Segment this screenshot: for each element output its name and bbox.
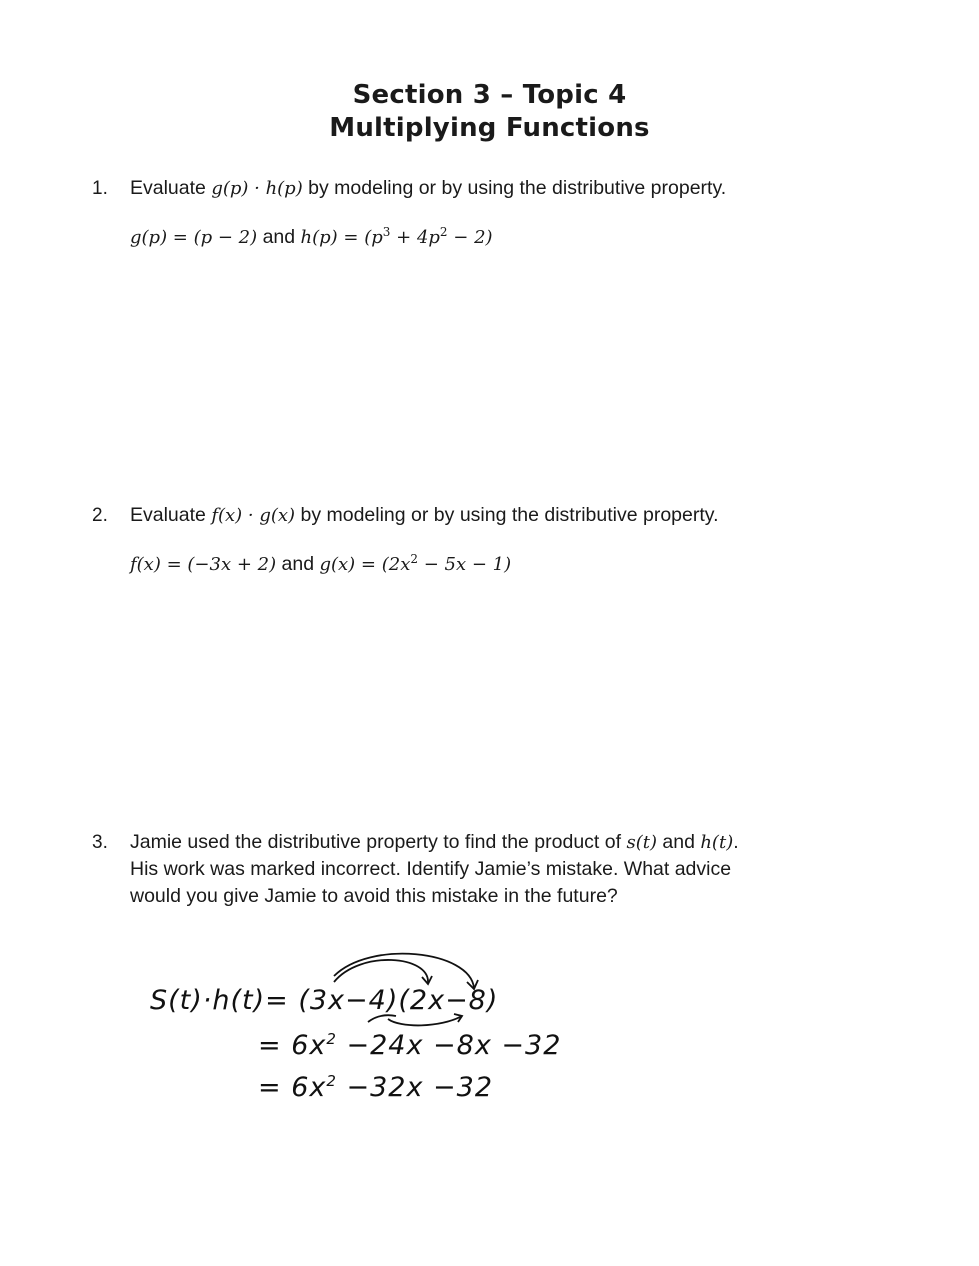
question-1-expression: g(p) · h(p): [211, 178, 303, 199]
question-3-number: 3.: [92, 832, 108, 853]
question-2-text-after: by modeling or by using the distributive property.: [295, 504, 719, 526]
question-3-line-2: His work was marked incorrect. Identify Jamie’s mistake. What advice: [130, 858, 732, 880]
handwritten-line-2-exponent: 2: [326, 1030, 337, 1048]
page-title-line1: Section 3 – Topic 4: [352, 80, 627, 110]
question-2-given-and: and: [276, 553, 320, 575]
question-1-text-before: Evaluate: [130, 177, 212, 199]
question-1-exponent-2: 2: [439, 225, 448, 239]
question-2-number: 2.: [92, 505, 108, 526]
question-1-given-right-a: h(p) = (p: [300, 227, 383, 248]
question-3-expression-h: h(t): [700, 832, 734, 853]
arrow-bottom-inner: [388, 1016, 462, 1025]
question-2-text-before: Evaluate: [130, 504, 212, 526]
handwritten-line-2-b: −24x −8x −32: [336, 1030, 562, 1061]
handwritten-line-3-exponent: 2: [326, 1072, 337, 1090]
handwritten-line-3-a: = 6x: [258, 1072, 327, 1103]
handwritten-line-3: [258, 1072, 493, 1103]
question-3-expression-s: s(t): [626, 832, 657, 853]
question-1-given-right-b: + 4p: [390, 227, 440, 248]
page-title-line2: Multiplying Functions: [329, 113, 650, 143]
handwritten-line-2-a: = 6x: [258, 1030, 327, 1061]
question-2-given-left: f(x) = (−3x + 2): [130, 554, 277, 575]
question-2-expression: f(x) · g(x): [211, 505, 296, 526]
question-3-and: and: [656, 831, 701, 853]
question-3-line-3: would you give Jamie to avoid this mistake in the future?: [130, 885, 618, 907]
handwritten-line-2: [258, 1030, 561, 1061]
question-3-period: .: [733, 831, 739, 853]
arrow-top-outer: [334, 954, 474, 988]
handwritten-line-1: S(t)·h(t)= (3x−4)(2x−8): [150, 985, 499, 1016]
question-2-given-right-a: g(x) = (2x: [319, 554, 411, 575]
arrow-top-inner: [334, 960, 428, 983]
question-3-line-1-text: Jamie used the distributive property to find the product of: [130, 831, 627, 853]
question-1-number: 1.: [92, 178, 108, 199]
question-1-text-after: by modeling or by using the distributive property.: [302, 177, 727, 199]
handwritten-line-3-b: −32x −32: [336, 1072, 494, 1103]
question-2-exponent-1: 2: [410, 552, 418, 566]
question-2-given-right-b: − 5x − 1): [417, 554, 512, 575]
question-1-exponent-1: 3: [382, 225, 391, 239]
question-1-given-right-c: − 2): [447, 227, 493, 248]
question-1-given-and: and: [257, 226, 301, 248]
question-1-given-left: g(p) = (p − 2): [130, 227, 258, 248]
